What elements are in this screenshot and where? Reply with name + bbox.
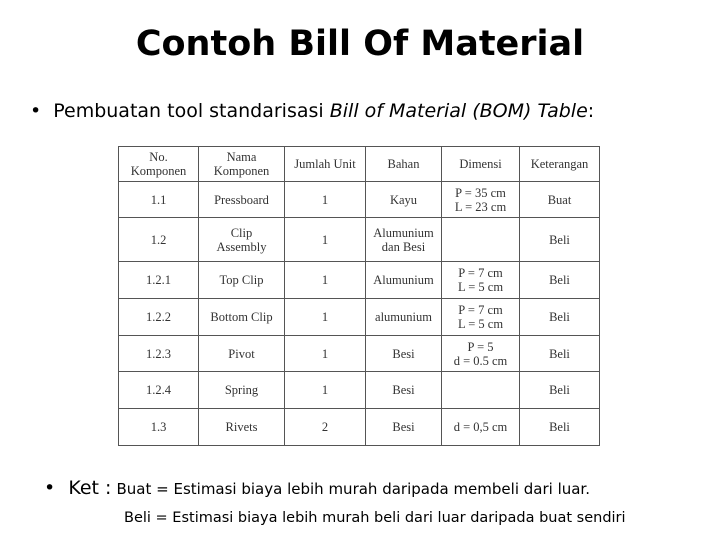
cell-dimensi	[442, 372, 520, 409]
cell-text: 1	[321, 232, 329, 247]
cell-text: L = 23 cm	[454, 199, 507, 214]
cell-text: Beli	[549, 346, 570, 361]
cell-text: Beli	[549, 273, 570, 287]
cell-dimensi	[442, 299, 520, 336]
cell-text: 1.2.2	[146, 310, 171, 324]
slide-title: Contoh Bill Of Material	[135, 24, 585, 64]
cell-bahan	[366, 218, 442, 262]
cell-text: L = 5 cm	[457, 280, 504, 294]
cell-text: Beli	[549, 420, 570, 434]
cell-bahan	[366, 182, 442, 218]
cell-no	[119, 372, 199, 409]
cell-nama	[199, 182, 285, 218]
cell-text: Besi	[392, 383, 415, 397]
header-line: Nama	[226, 150, 257, 164]
notes-beli: Beli = Estimasi biaya lebih murah beli dari luar daripada buat sendiri	[124, 510, 626, 526]
table-row	[119, 299, 600, 336]
cell-text: 1	[321, 310, 329, 324]
cell-text: 1.2.1	[146, 273, 171, 287]
cell-jumlah	[285, 218, 366, 262]
cell-text: Pressboard	[214, 192, 269, 207]
table-header-cell	[119, 147, 199, 182]
cell-text: 2	[321, 420, 329, 434]
header-line: Dimensi	[459, 157, 502, 171]
cell-text: Bottom Clip	[210, 310, 273, 324]
cell-text: P = 5	[467, 339, 494, 354]
notes-label: Ket :	[68, 477, 112, 499]
cell-keterangan	[520, 299, 600, 336]
cell-dimensi	[442, 409, 520, 446]
cell-text: 1.2.4	[146, 383, 171, 397]
table-row	[119, 372, 600, 409]
cell-no	[119, 299, 199, 336]
cell-jumlah	[285, 372, 366, 409]
header-line: Keterangan	[530, 157, 589, 171]
cell-text: Top Clip	[219, 273, 264, 287]
bullet-icon: •	[30, 100, 42, 122]
cell-text: Spring	[224, 383, 259, 397]
cell-text: Rivets	[225, 420, 258, 434]
cell-keterangan	[520, 372, 600, 409]
cell-nama	[199, 218, 285, 262]
cell-text: 1.1	[150, 192, 167, 207]
table-row	[119, 182, 600, 218]
cell-text: P = 35 cm	[455, 185, 506, 200]
cell-text: 1.3	[150, 420, 167, 434]
cell-text: Alumunium	[373, 225, 434, 240]
cell-text: Beli	[549, 310, 570, 324]
cell-text: Beli	[549, 232, 570, 247]
cell-text: 1	[321, 346, 329, 361]
cell-nama	[199, 262, 285, 299]
cell-dimensi	[442, 336, 520, 372]
table-header-cell	[285, 147, 366, 182]
header-line: Komponen	[213, 164, 270, 178]
bullet-text-prefix: Pembuatan tool standarisasi	[53, 100, 330, 122]
cell-text: 1.2	[150, 232, 167, 247]
table-header-cell	[199, 147, 285, 182]
cell-text: P = 7 cm	[458, 303, 503, 317]
cell-bahan	[366, 409, 442, 446]
bom-table	[118, 146, 600, 446]
cell-text: Assembly	[216, 239, 267, 254]
cell-text: P = 7 cm	[458, 266, 503, 280]
cell-no	[119, 336, 199, 372]
cell-dimensi	[442, 218, 520, 262]
cell-text: L = 5 cm	[457, 317, 504, 331]
cell-keterangan	[520, 409, 600, 446]
cell-no	[119, 218, 199, 262]
cell-jumlah	[285, 336, 366, 372]
cell-text: Besi	[392, 346, 415, 361]
cell-nama	[199, 372, 285, 409]
cell-dimensi	[442, 182, 520, 218]
cell-keterangan	[520, 262, 600, 299]
cell-keterangan	[520, 336, 600, 372]
table-header-cell	[442, 147, 520, 182]
cell-text: Clip	[230, 225, 253, 240]
table-header-row	[119, 147, 600, 182]
cell-no	[119, 182, 199, 218]
cell-jumlah	[285, 299, 366, 336]
cell-jumlah	[285, 262, 366, 299]
header-line: Bahan	[387, 157, 420, 171]
cell-text: Kayu	[389, 192, 418, 207]
cell-keterangan	[520, 182, 600, 218]
cell-dimensi	[442, 262, 520, 299]
cell-no	[119, 262, 199, 299]
cell-nama	[199, 336, 285, 372]
table-row	[119, 218, 600, 262]
cell-text: Alumunium	[373, 273, 434, 287]
header-line: Jumlah Unit	[294, 157, 356, 171]
cell-text: 1	[321, 192, 329, 207]
cell-text: Beli	[549, 383, 570, 397]
cell-nama	[199, 409, 285, 446]
cell-bahan	[366, 262, 442, 299]
cell-text: alumunium	[375, 310, 432, 324]
cell-jumlah	[285, 409, 366, 446]
cell-jumlah	[285, 182, 366, 218]
cell-text: 1	[321, 273, 329, 287]
cell-text: dan Besi	[381, 239, 426, 254]
cell-text: Besi	[392, 420, 415, 434]
cell-text: 1.2.3	[146, 346, 171, 361]
header-line: Komponen	[130, 164, 187, 178]
table-body	[119, 182, 600, 446]
cell-text: Pivot	[228, 346, 255, 361]
cell-nama	[199, 299, 285, 336]
cell-bahan	[366, 336, 442, 372]
table-row	[119, 336, 600, 372]
notes-line-1	[44, 477, 590, 499]
cell-no	[119, 409, 199, 446]
cell-text: d = 0.5 cm	[453, 353, 508, 368]
bullet-text-italic: Bill of Material (BOM) Table	[329, 100, 588, 122]
cell-bahan	[366, 299, 442, 336]
cell-text: 1	[321, 383, 329, 397]
bullet-icon: •	[44, 477, 56, 499]
table-header-cell	[366, 147, 442, 182]
cell-text: d = 0,5 cm	[453, 420, 508, 434]
header-line: No.	[149, 150, 168, 164]
cell-keterangan	[520, 218, 600, 262]
bullet-text-suffix: :	[587, 100, 595, 122]
cell-text: Buat	[547, 192, 572, 207]
table-header-cell	[520, 147, 600, 182]
table-row	[119, 262, 600, 299]
notes-buat: Buat = Estimasi biaya lebih murah daripada membeli dari luar.	[116, 480, 590, 498]
cell-bahan	[366, 372, 442, 409]
table-row	[119, 409, 600, 446]
bullet-intro	[30, 98, 594, 124]
